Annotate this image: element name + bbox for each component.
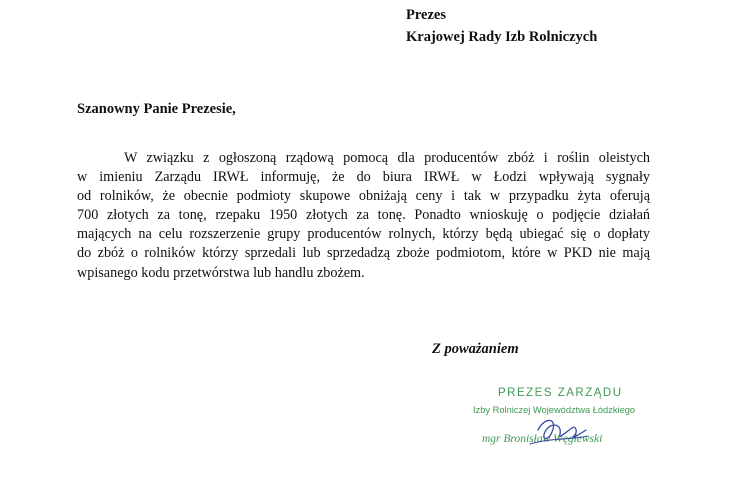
signature-stroke (530, 436, 588, 444)
handwritten-signature (500, 410, 650, 460)
body-line: 700 złotych za tonę, rzepaku 1950 złotych za tonę. Ponadto wnioskuję o podjęcie działań (77, 207, 650, 224)
recipient-organization: Krajowej Rady Izb Rolniczych (406, 29, 598, 45)
recipient-title: Prezes (406, 7, 446, 23)
closing-phrase: Z poważaniem (432, 341, 519, 357)
stamp-name: mgr Bronisław Węglewski (482, 433, 603, 445)
body-line: od rolników, że obecnie podmioty skupowe obniżają ceny i tak w przypadku żyta oferują (77, 188, 650, 205)
stamp-organization: Izby Rolniczej Województwa Łódzkiego (473, 405, 636, 415)
signature-stroke (538, 420, 586, 438)
body-line: wpisanego kodu przetwórstwa lub handlu zbożem. (77, 264, 365, 281)
body-line: w imieniu Zarządu IRWŁ informuję, że do biura IRWŁ w Łodzi wpływają sygnały (77, 169, 650, 186)
letter-body (77, 149, 650, 283)
body-line: mających na celu rozszerzenie grupy producentów rolnych, którzy będą ubiegać się o dopłaty (77, 226, 650, 243)
body-line: W związku z ogłoszoną rządową pomocą dla producentów zbóż i roślin oleistych (124, 150, 650, 166)
body-line: do zbóż o rolników którzy sprzedali lub sprzedadzą zboże podmiotom, które w PKD nie mają (77, 245, 650, 262)
salutation: Szanowny Panie Prezesie, (77, 101, 236, 117)
recipient-block (406, 4, 597, 48)
stamp-title: PREZES ZARZĄDU (498, 387, 623, 399)
